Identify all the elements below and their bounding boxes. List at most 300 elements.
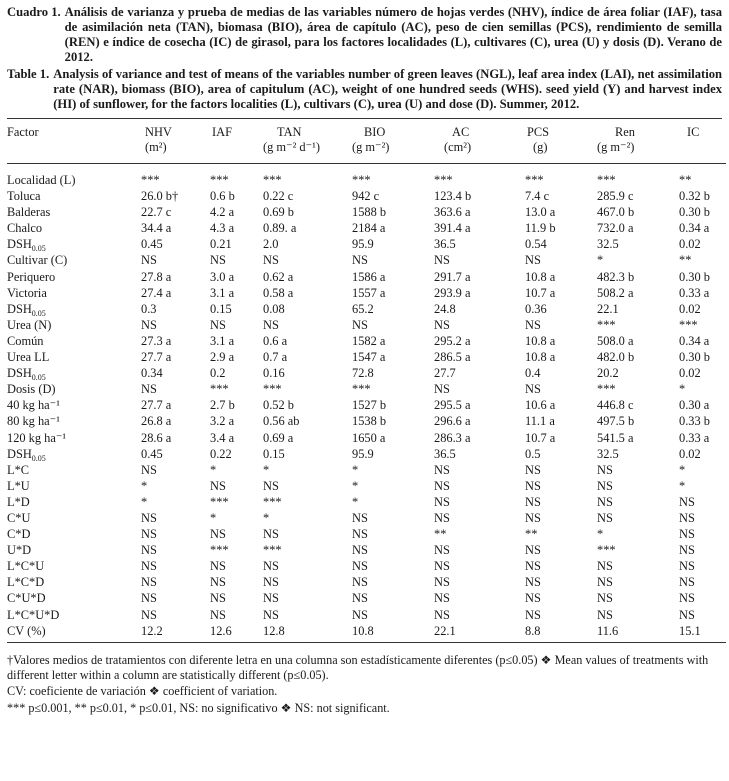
column-header-ac: AC (cm²) <box>444 125 472 154</box>
column-header-nhv: NHV (m²) <box>145 125 172 154</box>
cell-ic: 0.02 <box>679 237 701 252</box>
cell-tan: NS <box>263 253 279 268</box>
row-factor-label: DSH <box>7 366 32 381</box>
row-factor-cell <box>7 301 141 317</box>
cell-iaf: 4.2 a <box>210 205 235 220</box>
cell-ac: NS <box>434 510 450 525</box>
row-factor-label: Balderas <box>7 205 51 220</box>
row-factor-cell <box>7 252 141 268</box>
cell-pcs: NS <box>525 575 541 590</box>
cell-ic: 0.02 <box>679 301 701 316</box>
row-factor-label: 120 kg ha⁻¹ <box>7 430 67 445</box>
cell-bio: * <box>352 478 359 493</box>
cell-bio: 95.9 <box>352 446 374 461</box>
cell-tan: 0.69 a <box>263 430 294 445</box>
cell-ren: 32.5 <box>597 446 619 461</box>
cell-bio: * <box>352 462 359 477</box>
cell-tan: 0.69 b <box>263 205 294 220</box>
cell-iaf: 3.2 a <box>210 414 235 429</box>
cell-iaf: *** <box>210 173 229 187</box>
row-factor-cell <box>7 526 141 542</box>
row-factor-label: L*C*U*D <box>7 607 60 622</box>
table-row <box>7 381 726 397</box>
cell-pcs: NS <box>525 559 541 574</box>
row-factor-cell <box>7 220 141 236</box>
cell-ac: 286.5 a <box>434 350 471 365</box>
table-row <box>7 558 726 574</box>
row-factor-label: L*C*D <box>7 575 45 590</box>
cell-tan: 0.08 <box>263 301 285 316</box>
cell-nhv: NS <box>141 607 157 622</box>
cell-bio: NS <box>352 559 368 574</box>
cell-iaf: NS <box>210 317 226 332</box>
cell-iaf: 3.1 a <box>210 333 235 348</box>
cell-pcs: 10.7 a <box>525 285 556 300</box>
cell-ren: * <box>597 527 604 542</box>
cell-ac: 286.3 a <box>434 430 471 445</box>
cell-bio: NS <box>352 543 368 558</box>
cell-ac: 296.6 a <box>434 414 471 429</box>
cell-nhv: NS <box>141 591 157 606</box>
row-factor-label: L*D <box>7 494 30 509</box>
row-factor-cell <box>7 317 141 333</box>
cell-nhv: 27.8 a <box>141 269 172 284</box>
cell-bio: *** <box>352 173 371 187</box>
cell-ren: *** <box>597 382 616 397</box>
cell-ic: 0.30 b <box>679 269 710 284</box>
cell-iaf: 0.21 <box>210 237 232 252</box>
cell-ren: 508.0 a <box>597 333 634 348</box>
cell-ic: NS <box>679 607 695 622</box>
cell-bio: 1557 a <box>352 285 386 300</box>
cell-ic: 0.34 a <box>679 333 710 348</box>
table-row <box>7 494 726 510</box>
cell-tan: 0.6 a <box>263 333 288 348</box>
row-factor-cell <box>7 574 141 590</box>
row-factor-label: Localidad (L) <box>7 173 76 187</box>
row-factor-label: Común <box>7 333 44 348</box>
cell-bio: 72.8 <box>352 366 374 381</box>
cell-pcs: NS <box>525 510 541 525</box>
cell-iaf: *** <box>210 382 229 397</box>
row-factor-cell <box>7 333 141 349</box>
cell-nhv: 22.7 c <box>141 205 172 220</box>
cell-ren: NS <box>597 494 613 509</box>
cell-nhv: 0.3 <box>141 301 157 316</box>
cell-tan: *** <box>263 173 282 187</box>
cell-ac: NS <box>434 478 450 493</box>
cell-bio: NS <box>352 253 368 268</box>
cell-iaf: 2.9 a <box>210 350 235 365</box>
table-row <box>7 164 726 189</box>
cell-ren: *** <box>597 173 616 187</box>
row-factor-label: L*U <box>7 478 30 493</box>
row-factor-label: 40 kg ha⁻¹ <box>7 398 60 413</box>
cell-ac: NS <box>434 382 450 397</box>
cell-bio: 2184 a <box>352 221 386 236</box>
table-row <box>7 446 726 462</box>
cell-ren: 446.8 c <box>597 398 634 413</box>
cell-nhv: 28.6 a <box>141 430 172 445</box>
cell-tan: NS <box>263 607 279 622</box>
cell-iaf: 3.1 a <box>210 285 235 300</box>
cell-iaf: NS <box>210 591 226 606</box>
cell-ren: *** <box>597 543 616 558</box>
cell-pcs: NS <box>525 382 541 397</box>
cell-ren: NS <box>597 510 613 525</box>
column-header-bio: BIO (g m⁻²) <box>352 125 390 154</box>
row-factor-label: DSH <box>7 301 32 316</box>
cell-ic: 0.30 a <box>679 398 710 413</box>
cell-ac: NS <box>434 591 450 606</box>
cell-pcs: 0.36 <box>525 301 547 316</box>
row-factor-cell <box>7 623 141 643</box>
cell-nhv: NS <box>141 253 157 268</box>
cell-ic: 0.33 b <box>679 414 710 429</box>
cell-tan: 0.16 <box>263 366 285 381</box>
cell-ren: NS <box>597 462 613 477</box>
row-factor-label: DSH <box>7 446 32 461</box>
cell-tan: NS <box>263 317 279 332</box>
cell-pcs: NS <box>525 478 541 493</box>
cell-pcs: NS <box>525 607 541 622</box>
cell-pcs: NS <box>525 543 541 558</box>
table-body <box>7 164 726 643</box>
row-factor-cell <box>7 269 141 285</box>
cell-iaf: 0.22 <box>210 446 232 461</box>
cell-ac: NS <box>434 317 450 332</box>
cell-ren: 285.9 c <box>597 189 634 204</box>
footnote-significance-levels: *** p≤0.001, ** p≤0.01, * p≤0.01, NS: no significativo ❖ NS: not significant. <box>7 700 390 715</box>
cell-tan: 0.58 a <box>263 285 294 300</box>
cell-ren: 732.0 a <box>597 221 634 236</box>
cell-ren: 467.0 b <box>597 205 635 220</box>
cell-ic: 0.32 b <box>679 189 710 204</box>
row-factor-cell <box>7 494 141 510</box>
cell-ic: * <box>679 478 686 493</box>
table-row <box>7 204 726 220</box>
row-factor-cell <box>7 397 141 413</box>
cell-ic: *** <box>679 317 698 332</box>
cell-tan: *** <box>263 543 282 558</box>
cell-ren: 497.5 b <box>597 414 635 429</box>
cell-ac: 295.5 a <box>434 398 471 413</box>
caption-spanish <box>7 0 722 65</box>
column-header-factor: Factor <box>7 125 39 139</box>
row-factor-label: Victoria <box>7 285 47 300</box>
cell-iaf: NS <box>210 478 226 493</box>
cell-nhv: 12.2 <box>141 623 163 638</box>
cell-iaf: NS <box>210 607 226 622</box>
table-row <box>7 607 726 623</box>
row-factor-label: Urea (N) <box>7 317 52 332</box>
row-factor-label: CV (%) <box>7 623 46 638</box>
cell-ren: 541.5 a <box>597 430 634 445</box>
cell-nhv: NS <box>141 559 157 574</box>
cell-ic: NS <box>679 527 695 542</box>
row-factor-cell <box>7 188 141 204</box>
cell-iaf: NS <box>210 253 226 268</box>
cell-ic: 15.1 <box>679 623 701 638</box>
cell-pcs: 10.8 a <box>525 269 556 284</box>
cell-ic: 0.02 <box>679 366 701 381</box>
cell-nhv: 0.45 <box>141 237 163 252</box>
cell-ren: 508.2 a <box>597 285 634 300</box>
cell-iaf: 3.4 a <box>210 430 235 445</box>
row-factor-cell <box>7 365 141 381</box>
table-row <box>7 365 726 381</box>
cell-iaf: 0.6 b <box>210 189 235 204</box>
cell-ren: * <box>597 253 604 268</box>
cell-ac: 27.7 <box>434 366 456 381</box>
cell-ic: 0.30 b <box>679 350 710 365</box>
row-factor-cell <box>7 164 141 189</box>
cell-bio: 1586 a <box>352 269 386 284</box>
table-row <box>7 220 726 236</box>
cell-ren: NS <box>597 607 613 622</box>
cell-ic: NS <box>679 591 695 606</box>
cell-tan: * <box>263 462 270 477</box>
table-row <box>7 510 726 526</box>
cell-iaf: *** <box>210 494 229 509</box>
cell-bio: 1650 a <box>352 430 386 445</box>
row-factor-subscript: 0.05 <box>31 244 46 254</box>
cell-nhv: * <box>141 494 148 509</box>
cell-ac: NS <box>434 559 450 574</box>
cell-ac: NS <box>434 494 450 509</box>
cell-nhv: NS <box>141 317 157 332</box>
cell-tan: 0.7 a <box>263 350 288 365</box>
row-factor-cell <box>7 204 141 220</box>
cell-nhv: *** <box>141 173 160 187</box>
table-row <box>7 623 726 643</box>
cell-ic: 0.02 <box>679 446 701 461</box>
caption-spanish-text: Análisis de varianza y prueba de medias de las variables número de hojas verdes (NHV), índice de área foliar (IAF), tasa de asimilación neta (TAN), biomasa (BIO), área de capítulo (AC), peso de cien semillas (PCS), rendimiento de semilla (REN) e índice de cosecha (IC) de girasol, para los factores localidades (L), cultivares (C), urea (U) y dosis (D). Verano de 2012. <box>64 5 722 64</box>
cell-tan: NS <box>263 559 279 574</box>
table-row <box>7 301 726 317</box>
cell-nhv: NS <box>141 510 157 525</box>
cell-pcs: *** <box>525 173 544 187</box>
cell-nhv: NS <box>141 543 157 558</box>
table-row <box>7 349 726 365</box>
cell-pcs: 10.8 a <box>525 333 556 348</box>
caption-english <box>7 67 722 112</box>
cell-tan: *** <box>263 382 282 397</box>
cell-nhv: 27.7 a <box>141 350 172 365</box>
cell-bio: 1547 a <box>352 350 386 365</box>
row-factor-cell <box>7 413 141 429</box>
cell-ic: 0.34 a <box>679 221 710 236</box>
table-row <box>7 526 726 542</box>
cell-ac: 291.7 a <box>434 269 471 284</box>
cell-ic: NS <box>679 510 695 525</box>
table-row <box>7 252 726 268</box>
cell-ren: 32.5 <box>597 237 619 252</box>
cell-ren: NS <box>597 591 613 606</box>
column-header-iaf: IAF <box>212 125 232 139</box>
cell-ac: NS <box>434 543 450 558</box>
table-row <box>7 333 726 349</box>
cell-pcs: 0.4 <box>525 366 541 381</box>
cell-bio: 942 c <box>352 189 380 204</box>
cell-bio: * <box>352 494 359 509</box>
cell-pcs: 10.8 a <box>525 350 556 365</box>
cell-nhv: * <box>141 478 148 493</box>
cell-ac: 24.8 <box>434 301 456 316</box>
cell-ic: NS <box>679 494 695 509</box>
cell-ren: NS <box>597 559 613 574</box>
cell-bio: NS <box>352 510 368 525</box>
cell-ac: 295.2 a <box>434 333 471 348</box>
row-factor-label: L*C <box>7 462 30 477</box>
row-factor-cell <box>7 349 141 365</box>
cell-iaf: NS <box>210 527 226 542</box>
cell-iaf: 4.3 a <box>210 221 235 236</box>
cell-bio: 10.8 <box>352 623 374 638</box>
cell-tan: NS <box>263 591 279 606</box>
cell-nhv: NS <box>141 575 157 590</box>
row-factor-cell <box>7 607 141 623</box>
cell-ic: NS <box>679 575 695 590</box>
cell-tan: *** <box>263 494 282 509</box>
cell-ac: NS <box>434 462 450 477</box>
cell-pcs: 11.9 b <box>525 221 556 236</box>
cell-ic: 0.30 b <box>679 205 710 220</box>
cell-ac: 391.4 a <box>434 221 471 236</box>
cell-nhv: NS <box>141 382 157 397</box>
footnote-significance-letters: †Valores medios de tratamientos con diferente letra en una columna son estadísticamente diferentes (p≤0.05) ❖ Mean values of treatments with different letter within a column are statistically different (p≤0.05). <box>7 652 709 683</box>
cell-pcs: 11.1 a <box>525 414 555 429</box>
cell-ac: 22.1 <box>434 623 456 638</box>
cell-iaf: 0.2 <box>210 366 226 381</box>
cell-nhv: 26.8 a <box>141 414 172 429</box>
row-factor-label: C*U <box>7 510 31 525</box>
row-factor-subscript: 0.05 <box>31 373 46 383</box>
cell-bio: NS <box>352 527 368 542</box>
cell-nhv: 27.3 a <box>141 333 172 348</box>
cell-tan: 0.56 ab <box>263 414 300 429</box>
row-factor-label: Dosis (D) <box>7 382 56 397</box>
cell-tan: 0.52 b <box>263 398 294 413</box>
cell-ac: 36.5 <box>434 237 456 252</box>
table-row <box>7 590 726 606</box>
row-factor-label: C*U*D <box>7 591 46 606</box>
row-factor-cell <box>7 590 141 606</box>
row-factor-cell <box>7 478 141 494</box>
table-row <box>7 269 726 285</box>
cell-ic: 0.33 a <box>679 430 710 445</box>
cell-bio: 65.2 <box>352 301 374 316</box>
cell-iaf: *** <box>210 543 229 558</box>
cell-tan: 2.0 <box>263 237 279 252</box>
cell-pcs: 0.5 <box>525 446 541 461</box>
cell-ac: 36.5 <box>434 446 456 461</box>
column-header-ic: IC <box>687 125 700 139</box>
footnote-cv: CV: coeficiente de variación ❖ coefficient of variation. <box>7 684 278 699</box>
cell-tan: NS <box>263 527 279 542</box>
cell-nhv: 0.34 <box>141 366 163 381</box>
table-row <box>7 317 726 333</box>
cell-pcs: NS <box>525 462 541 477</box>
cell-tan: 12.8 <box>263 623 285 638</box>
cell-ren: *** <box>597 317 616 332</box>
table-row <box>7 462 726 478</box>
row-factor-cell <box>7 510 141 526</box>
table-row <box>7 397 726 413</box>
cell-bio: 95.9 <box>352 237 374 252</box>
table-row <box>7 430 726 446</box>
cell-pcs: 10.7 a <box>525 430 556 445</box>
cell-bio: NS <box>352 575 368 590</box>
cell-pcs: ** <box>525 527 538 542</box>
cell-tan: 0.15 <box>263 446 285 461</box>
cell-nhv: 27.4 a <box>141 285 172 300</box>
cell-nhv: 34.4 a <box>141 221 172 236</box>
cell-ac: 293.9 a <box>434 285 471 300</box>
row-factor-cell <box>7 446 141 462</box>
cell-bio: 1538 b <box>352 414 387 429</box>
table-row <box>7 285 726 301</box>
cell-bio: NS <box>352 591 368 606</box>
cell-bio: 1527 b <box>352 398 387 413</box>
cell-ac: NS <box>434 607 450 622</box>
cell-pcs: 13.0 a <box>525 205 556 220</box>
cell-tan: NS <box>263 575 279 590</box>
row-factor-label: Chalco <box>7 221 43 236</box>
cell-iaf: * <box>210 510 217 525</box>
cell-ic: ** <box>679 253 692 268</box>
cell-pcs: 10.6 a <box>525 398 556 413</box>
cell-pcs: NS <box>525 591 541 606</box>
row-factor-label: L*C*U <box>7 559 45 574</box>
row-factor-cell <box>7 430 141 446</box>
row-factor-subscript: 0.05 <box>31 308 46 318</box>
cell-iaf: NS <box>210 559 226 574</box>
cell-ac: 363.6 a <box>434 205 471 220</box>
cell-bio: 1588 b <box>352 205 387 220</box>
footnotes <box>7 653 722 716</box>
cell-ic: NS <box>679 543 695 558</box>
cell-nhv: 27.7 a <box>141 398 172 413</box>
table-row <box>7 542 726 558</box>
table-row <box>7 236 726 252</box>
cell-ac: 123.4 b <box>434 189 472 204</box>
table-row <box>7 188 726 204</box>
row-factor-cell <box>7 558 141 574</box>
cell-tan: NS <box>263 478 279 493</box>
cell-iaf: * <box>210 462 217 477</box>
cell-ren: 20.2 <box>597 366 619 381</box>
cell-nhv: 26.0 b† <box>141 189 179 204</box>
caption-spanish-label: Cuadro 1. <box>7 5 61 19</box>
cell-ic: NS <box>679 559 695 574</box>
row-factor-label: Periquero <box>7 269 56 284</box>
cell-iaf: 2.7 b <box>210 398 235 413</box>
cell-nhv: 0.45 <box>141 446 163 461</box>
cell-ren: 482.3 b <box>597 269 635 284</box>
row-factor-label: DSH <box>7 237 32 252</box>
cell-bio: NS <box>352 317 368 332</box>
cell-pcs: 8.8 <box>525 623 541 638</box>
row-factor-label: U*D <box>7 543 32 558</box>
cell-pcs: 7.4 c <box>525 189 550 204</box>
row-factor-label: C*D <box>7 527 31 542</box>
table-header-row <box>7 119 726 164</box>
cell-pcs: NS <box>525 253 541 268</box>
cell-iaf: 3.0 a <box>210 269 235 284</box>
cell-iaf: 12.6 <box>210 623 232 638</box>
column-header-pcs: PCS (g) <box>527 125 550 154</box>
